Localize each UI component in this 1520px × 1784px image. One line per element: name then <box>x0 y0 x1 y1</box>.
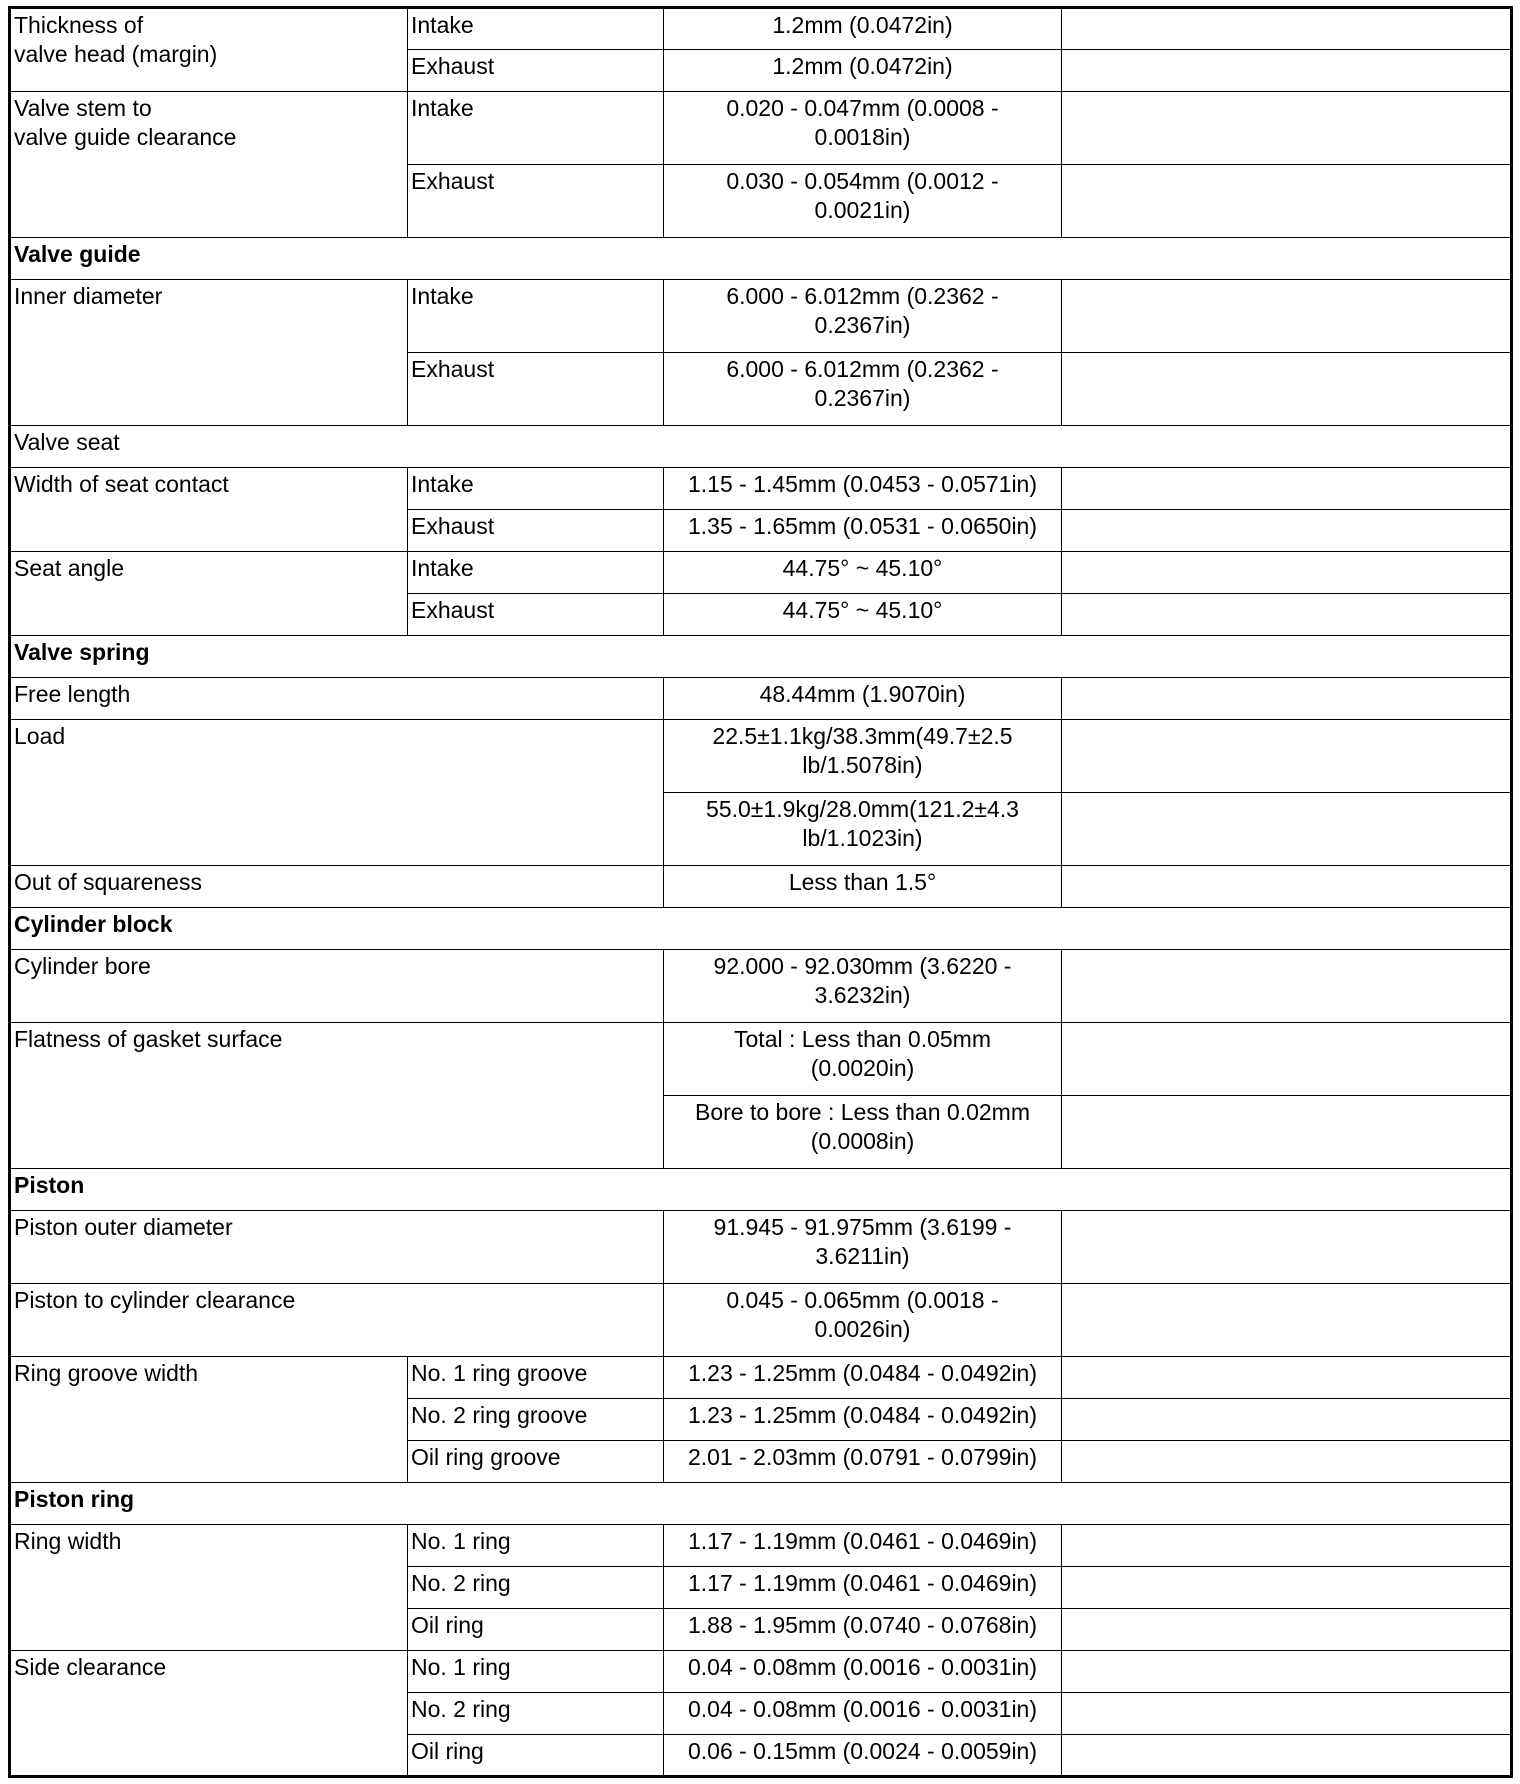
row-label-piston-cylinder-clearance: Piston to cylinder clearance <box>10 1284 664 1357</box>
sub-label-exhaust: Exhaust <box>408 594 664 636</box>
sub-label: No. 1 ring <box>408 1525 664 1567</box>
table-row <box>10 1211 1512 1284</box>
sub-label: Oil ring <box>408 1609 664 1651</box>
blank-cell <box>1062 1399 1512 1441</box>
blank-cell <box>1062 468 1512 510</box>
sub-label: No. 2 ring groove <box>408 1399 664 1441</box>
value-cell: 2.01 - 2.03mm (0.0791 - 0.0799in) <box>664 1441 1062 1483</box>
row-label-side-clearance: Side clearance <box>10 1651 408 1777</box>
blank-cell <box>1062 1023 1512 1096</box>
value-cell: 0.020 - 0.047mm (0.0008 - 0.0018in) <box>664 92 1062 165</box>
table-row <box>10 92 1512 165</box>
blank-cell <box>1062 678 1512 720</box>
blank-cell <box>1062 165 1512 238</box>
spec-table <box>8 6 1513 1778</box>
section-row <box>10 636 1512 678</box>
value-cell: 0.045 - 0.065mm (0.0018 - 0.0026in) <box>664 1284 1062 1357</box>
table-row <box>10 1525 1512 1567</box>
value-cell: Total : Less than 0.05mm (0.0020in) <box>664 1023 1062 1096</box>
sub-label: Oil ring groove <box>408 1441 664 1483</box>
section-heading-valve-spring: Valve spring <box>10 636 1512 678</box>
blank-cell <box>1062 50 1512 92</box>
value-cell: Less than 1.5° <box>664 866 1062 908</box>
row-label-piston-outer-diameter: Piston outer diameter <box>10 1211 664 1284</box>
row-label-seat-angle: Seat angle <box>10 552 408 636</box>
section-row <box>10 908 1512 950</box>
blank-cell <box>1062 793 1512 866</box>
row-label-seat-contact-width: Width of seat contact <box>10 468 408 552</box>
row-label-inner-diameter: Inner diameter <box>10 280 408 426</box>
table-row <box>10 1023 1512 1096</box>
blank-cell <box>1062 1567 1512 1609</box>
blank-cell <box>1062 1357 1512 1399</box>
table-row <box>10 1357 1512 1399</box>
blank-cell <box>1062 92 1512 165</box>
blank-cell <box>1062 950 1512 1023</box>
blank-cell <box>1062 510 1512 552</box>
sub-label-exhaust: Exhaust <box>408 353 664 426</box>
row-label-gasket-flatness: Flatness of gasket surface <box>10 1023 664 1169</box>
sub-label: No. 2 ring <box>408 1693 664 1735</box>
section-heading-piston-ring: Piston ring <box>10 1483 1512 1525</box>
value-cell: 0.04 - 0.08mm (0.0016 - 0.0031in) <box>664 1651 1062 1693</box>
value-cell: 92.000 - 92.030mm (3.6220 - 3.6232in) <box>664 950 1062 1023</box>
sub-label: No. 2 ring <box>408 1567 664 1609</box>
row-label-ring-groove-width: Ring groove width <box>10 1357 408 1483</box>
row-label-out-of-squareness: Out of squareness <box>10 866 664 908</box>
value-cell: 55.0±1.9kg/28.0mm(121.2±4.3 lb/1.1023in) <box>664 793 1062 866</box>
blank-cell <box>1062 280 1512 353</box>
sub-label-intake: Intake <box>408 8 664 50</box>
row-label-ring-width: Ring width <box>10 1525 408 1651</box>
value-cell: 1.88 - 1.95mm (0.0740 - 0.0768in) <box>664 1609 1062 1651</box>
value-cell: 1.2mm (0.0472in) <box>664 50 1062 92</box>
blank-cell <box>1062 1211 1512 1284</box>
value-cell: 44.75° ~ 45.10° <box>664 552 1062 594</box>
sub-label-exhaust: Exhaust <box>408 50 664 92</box>
sub-label: No. 1 ring groove <box>408 1357 664 1399</box>
table-row <box>10 720 1512 793</box>
section-row <box>10 1483 1512 1525</box>
blank-cell <box>1062 1441 1512 1483</box>
value-cell: 1.23 - 1.25mm (0.0484 - 0.0492in) <box>664 1357 1062 1399</box>
row-label-valve-head-thickness: Thickness of valve head (margin) <box>10 8 408 92</box>
blank-cell <box>1062 8 1512 50</box>
table-row <box>10 8 1512 50</box>
value-cell: 1.2mm (0.0472in) <box>664 8 1062 50</box>
section-row <box>10 426 1512 468</box>
table-row <box>10 1284 1512 1357</box>
blank-cell <box>1062 1735 1512 1777</box>
section-heading-valve-seat: Valve seat <box>10 426 1512 468</box>
section-row <box>10 1169 1512 1211</box>
blank-cell <box>1062 1651 1512 1693</box>
row-label-valve-stem-clearance: Valve stem to valve guide clearance <box>10 92 408 238</box>
blank-cell <box>1062 1609 1512 1651</box>
sub-label: No. 1 ring <box>408 1651 664 1693</box>
value-cell: 1.17 - 1.19mm (0.0461 - 0.0469in) <box>664 1567 1062 1609</box>
blank-cell <box>1062 720 1512 793</box>
blank-cell <box>1062 1284 1512 1357</box>
blank-cell <box>1062 1096 1512 1169</box>
sub-label-intake: Intake <box>408 552 664 594</box>
section-heading-piston: Piston <box>10 1169 1512 1211</box>
blank-cell <box>1062 353 1512 426</box>
table-row <box>10 552 1512 594</box>
value-cell: 6.000 - 6.012mm (0.2362 - 0.2367in) <box>664 353 1062 426</box>
value-cell: 1.15 - 1.45mm (0.0453 - 0.0571in) <box>664 468 1062 510</box>
section-heading-cylinder-block: Cylinder block <box>10 908 1512 950</box>
value-cell: 1.17 - 1.19mm (0.0461 - 0.0469in) <box>664 1525 1062 1567</box>
blank-cell <box>1062 1693 1512 1735</box>
blank-cell <box>1062 866 1512 908</box>
value-cell: 0.030 - 0.054mm (0.0012 - 0.0021in) <box>664 165 1062 238</box>
table-row <box>10 678 1512 720</box>
value-cell: 0.06 - 0.15mm (0.0024 - 0.0059in) <box>664 1735 1062 1777</box>
value-cell: 0.04 - 0.08mm (0.0016 - 0.0031in) <box>664 1693 1062 1735</box>
section-row <box>10 238 1512 280</box>
value-cell: 91.945 - 91.975mm (3.6199 - 3.6211in) <box>664 1211 1062 1284</box>
blank-cell <box>1062 1525 1512 1567</box>
table-row <box>10 866 1512 908</box>
blank-cell <box>1062 552 1512 594</box>
table-row <box>10 468 1512 510</box>
value-cell: 1.23 - 1.25mm (0.0484 - 0.0492in) <box>664 1399 1062 1441</box>
row-label-cylinder-bore: Cylinder bore <box>10 950 664 1023</box>
row-label-load: Load <box>10 720 664 866</box>
value-cell: 1.35 - 1.65mm (0.0531 - 0.0650in) <box>664 510 1062 552</box>
table-row <box>10 280 1512 353</box>
value-cell: 48.44mm (1.9070in) <box>664 678 1062 720</box>
sub-label-intake: Intake <box>408 468 664 510</box>
blank-cell <box>1062 594 1512 636</box>
row-label-free-length: Free length <box>10 678 664 720</box>
sub-label-intake: Intake <box>408 280 664 353</box>
table-row <box>10 1651 1512 1693</box>
sub-label: Oil ring <box>408 1735 664 1777</box>
table-row <box>10 950 1512 1023</box>
sub-label-intake: Intake <box>408 92 664 165</box>
sub-label-exhaust: Exhaust <box>408 510 664 552</box>
value-cell: 44.75° ~ 45.10° <box>664 594 1062 636</box>
value-cell: Bore to bore : Less than 0.02mm (0.0008in) <box>664 1096 1062 1169</box>
section-heading-valve-guide: Valve guide <box>10 238 1512 280</box>
value-cell: 22.5±1.1kg/38.3mm(49.7±2.5 lb/1.5078in) <box>664 720 1062 793</box>
value-cell: 6.000 - 6.012mm (0.2362 - 0.2367in) <box>664 280 1062 353</box>
sub-label-exhaust: Exhaust <box>408 165 664 238</box>
